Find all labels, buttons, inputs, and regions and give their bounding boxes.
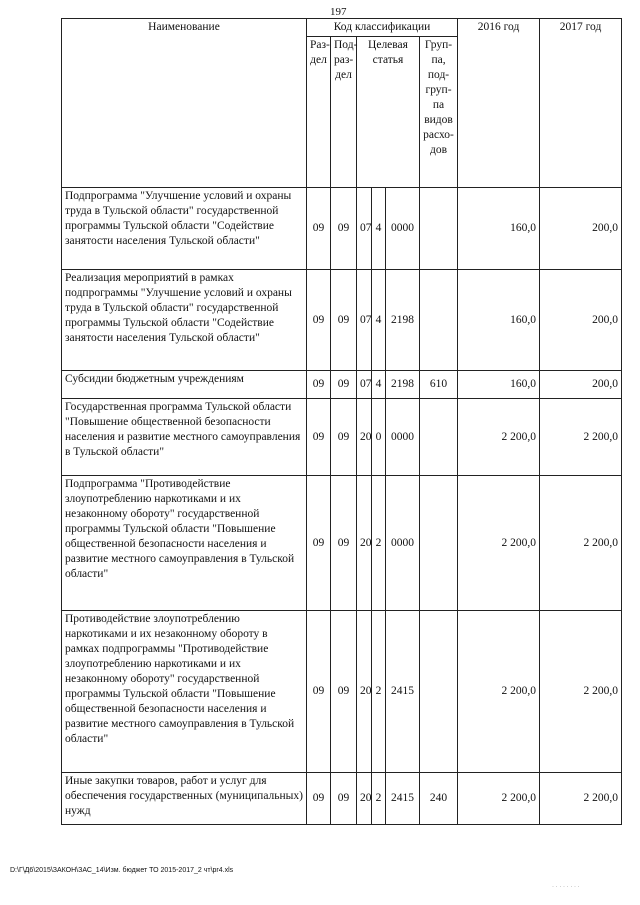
row-celevaya-2: 4 — [372, 270, 386, 371]
row-podrazdel: 09 — [331, 611, 357, 773]
header-year-2017: 2017 год — [540, 19, 622, 188]
header-podrazdel: Под-раз-дел — [331, 37, 357, 188]
header-celevaya: Целевая статья — [357, 37, 420, 188]
row-name: Противодействие злоупотреблению наркотиками и их незаконному обороту в рамках подпрограммы "Противодействие злоупотреблению наркотиками и их незаконному обороту" государственной программы Тульской области "Повышение общественной безопасности населения и развитие местного самоуправления в Тульской области" — [62, 611, 307, 773]
row-razdel: 09 — [307, 611, 331, 773]
row-vid-rashodov: 240 — [420, 773, 458, 825]
budget-table — [61, 18, 622, 825]
row-celevaya-1: 07 — [357, 371, 372, 399]
row-vid-rashodov — [420, 270, 458, 371]
row-2017: 200,0 — [540, 188, 622, 270]
row-celevaya-3: 2198 — [386, 371, 420, 399]
row-2017: 200,0 — [540, 270, 622, 371]
row-2017: 200,0 — [540, 371, 622, 399]
row-2016: 160,0 — [458, 188, 540, 270]
header-year-2016: 2016 год — [458, 19, 540, 188]
row-vid-rashodov: 610 — [420, 371, 458, 399]
table-row — [62, 188, 622, 270]
header-gruppa: Груп-па, под-груп-па видов расхо-дов — [420, 37, 458, 188]
row-celevaya-2: 0 — [372, 399, 386, 476]
row-celevaya-3: 2198 — [386, 270, 420, 371]
row-celevaya-3: 0000 — [386, 399, 420, 476]
row-2016: 160,0 — [458, 371, 540, 399]
row-2016: 2 200,0 — [458, 476, 540, 611]
row-vid-rashodov — [420, 476, 458, 611]
header-code-group: Код классификации — [307, 19, 458, 37]
row-celevaya-1: 07 — [357, 188, 372, 270]
row-name: Субсидии бюджетным учреждениям — [62, 371, 307, 399]
footer-stamp: · · · · · · · · — [552, 884, 580, 890]
row-celevaya-3: 0000 — [386, 476, 420, 611]
row-celevaya-1: 20 — [357, 399, 372, 476]
row-vid-rashodov — [420, 611, 458, 773]
table-row — [62, 371, 622, 399]
row-podrazdel: 09 — [331, 371, 357, 399]
row-2017: 2 200,0 — [540, 476, 622, 611]
row-celevaya-1: 20 — [357, 611, 372, 773]
row-celevaya-2: 2 — [372, 773, 386, 825]
row-name: Иные закупки товаров, работ и услуг для обеспечения государственных (муниципальных) нужд — [62, 773, 307, 825]
row-2016: 2 200,0 — [458, 773, 540, 825]
row-podrazdel: 09 — [331, 399, 357, 476]
row-name: Государственная программа Тульской области "Повышение общественной безопасности населения и развитие местного самоуправления в Тульской области" — [62, 399, 307, 476]
row-name: Реализация мероприятий в рамках подпрограммы "Улучшение условий и охраны труда в Тульской области" государственной программы Тульской области "Содействие занятости населения Тульской области" — [62, 270, 307, 371]
row-name: Подпрограмма "Улучшение условий и охраны труда в Тульской области" государственной программы Тульской области "Содействие занятости населения Тульской области" — [62, 188, 307, 270]
row-celevaya-2: 4 — [372, 188, 386, 270]
row-celevaya-1: 20 — [357, 476, 372, 611]
row-2016: 2 200,0 — [458, 611, 540, 773]
table-row — [62, 611, 622, 773]
row-celevaya-1: 07 — [357, 270, 372, 371]
row-2016: 2 200,0 — [458, 399, 540, 476]
row-razdel: 09 — [307, 773, 331, 825]
row-name: Подпрограмма "Противодействие злоупотреблению наркотиками и их незаконному обороту" государственной программы Тульской области "Повышение общественной безопасности населения и развитие местного самоуправления в Тульской области" — [62, 476, 307, 611]
footer-file-path: D:\Г\Д6\2015\ЗАКОН\ЗАС_14\Изм. бюджет ТО 2015-2017_2 чт\pr4.xls — [10, 867, 234, 874]
row-celevaya-3: 2415 — [386, 611, 420, 773]
table-row — [62, 773, 622, 825]
row-2017: 2 200,0 — [540, 773, 622, 825]
row-2016: 160,0 — [458, 270, 540, 371]
row-vid-rashodov — [420, 188, 458, 270]
table-row — [62, 270, 622, 371]
row-celevaya-3: 0000 — [386, 188, 420, 270]
header-name: Наименование — [62, 19, 307, 188]
row-razdel: 09 — [307, 399, 331, 476]
table-row — [62, 399, 622, 476]
row-razdel: 09 — [307, 476, 331, 611]
row-celevaya-1: 20 — [357, 773, 372, 825]
row-podrazdel: 09 — [331, 773, 357, 825]
header-razdel: Раз-дел — [307, 37, 331, 188]
row-2017: 2 200,0 — [540, 611, 622, 773]
row-vid-rashodov — [420, 399, 458, 476]
row-celevaya-2: 2 — [372, 611, 386, 773]
row-podrazdel: 09 — [331, 188, 357, 270]
row-razdel: 09 — [307, 371, 331, 399]
row-celevaya-2: 2 — [372, 476, 386, 611]
row-celevaya-3: 2415 — [386, 773, 420, 825]
row-2017: 2 200,0 — [540, 399, 622, 476]
table-body — [62, 188, 622, 825]
row-razdel: 09 — [307, 188, 331, 270]
row-celevaya-2: 4 — [372, 371, 386, 399]
row-razdel: 09 — [307, 270, 331, 371]
page-number: 197 — [330, 6, 347, 18]
row-podrazdel: 09 — [331, 270, 357, 371]
header-row-top — [62, 19, 622, 37]
row-podrazdel: 09 — [331, 476, 357, 611]
table-row — [62, 476, 622, 611]
